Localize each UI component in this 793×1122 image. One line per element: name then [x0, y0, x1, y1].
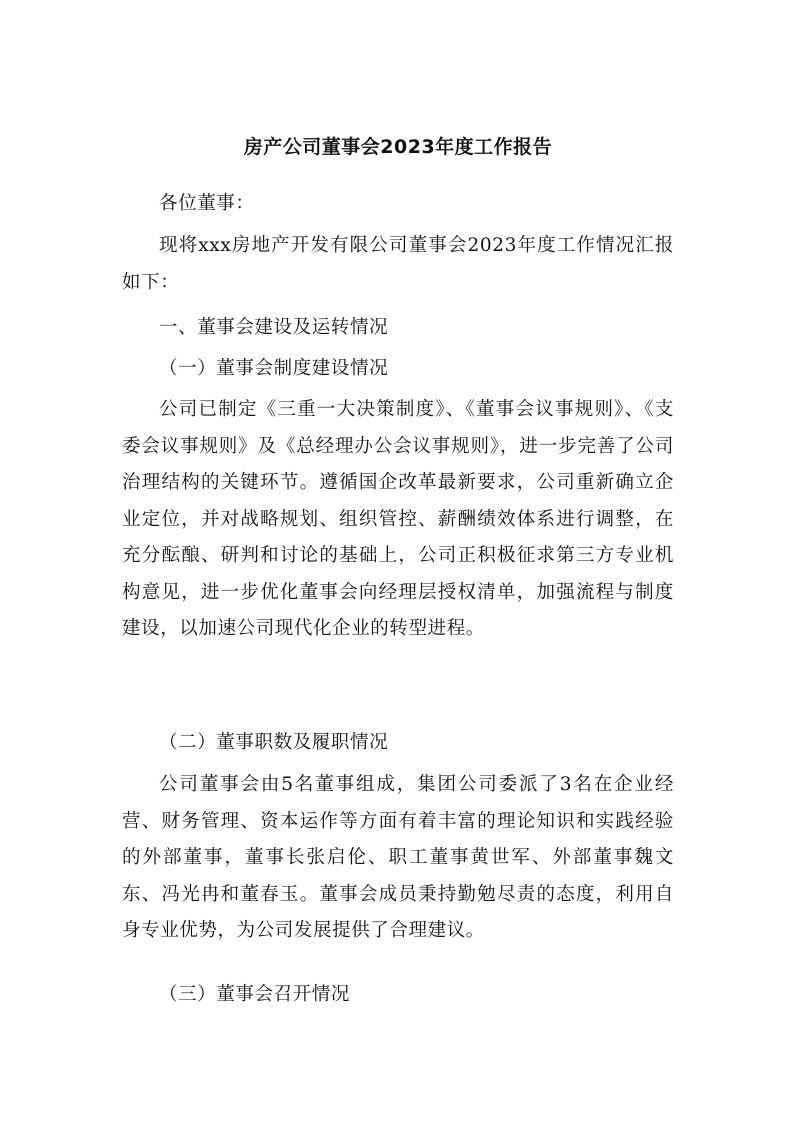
subsection-1-paragraph: 公司已制定《三重一大决策制度》、《董事会议事规则》、《支委会议事规则》及《总经理办公会议事规则》，进一步完善了公司治理结构的关键环节。遵循国企改革最新要求，公司重新确立企业定位，并对战略规划、组织管控、薪酬绩效体系进行调整，在充分酝酿、研判和讨论的基础上，公司正积极征求第三方专业机构意见，进一步优化董事会向经理层授权清单，加强流程与制度建设，以加速公司现代化企业的转型进程。 [122, 399, 674, 639]
subsection-heading-2: （二）董事职数及履职情况 [159, 732, 389, 753]
subsection-heading-3: （三）董事会召开情况 [159, 984, 351, 1005]
subsection-2-paragraph: 公司董事会由5名董事组成，集团公司委派了3名在企业经营、财务管理、资本运作等方面有着丰富的理论知识和实践经验的外部董事，董事长张启伦、职工董事黄世军、外部董事魏文东、冯光冉和董春玉。董事会成员秉持勤勉尽责的态度，利用自身专业优势，为公司发展提供了合理建议。 [122, 774, 674, 941]
document-title: 房产公司董事会2023年度工作报告 [243, 136, 553, 158]
salutation: 各位董事： [159, 193, 255, 214]
subsection-heading-1: （一）董事会制度建设情况 [159, 358, 389, 379]
intro-paragraph: 现将xxx房地产开发有限公司董事会2023年度工作情况汇报如下： [122, 235, 674, 293]
section-heading-1: 一、董事会建设及运转情况 [159, 317, 389, 338]
